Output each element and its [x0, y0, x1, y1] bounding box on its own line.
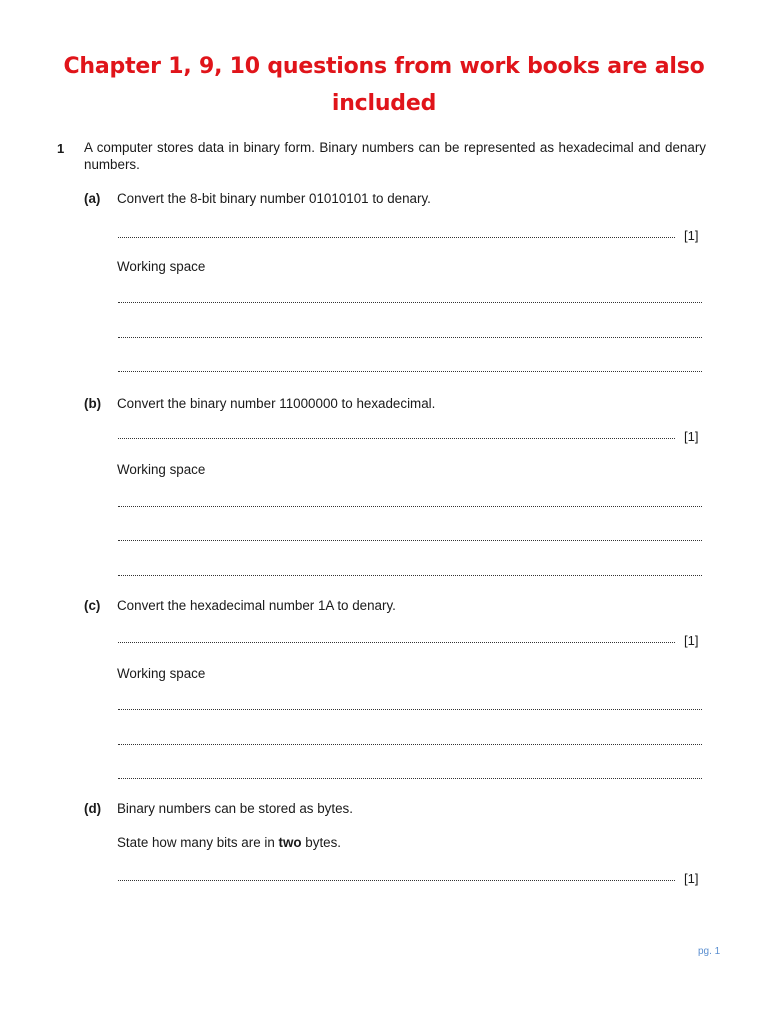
part-c-working-line-1[interactable] — [118, 709, 702, 710]
part-c-working-line-2[interactable] — [118, 744, 702, 745]
page-title — [40, 48, 728, 122]
question-intro: A computer stores data in binary form. Binary numbers can be represented as hexadecimal and denary numbers. — [84, 140, 706, 172]
part-a-mark: [1] — [684, 228, 699, 243]
part-d-subquestion-end: bytes. — [301, 835, 342, 850]
part-d-label: (d) — [84, 801, 102, 816]
part-d-answer-line[interactable] — [118, 880, 675, 881]
part-b-answer-line[interactable] — [118, 438, 675, 439]
part-a-working-line-2[interactable] — [118, 337, 702, 338]
part-c-working-line-3[interactable] — [118, 778, 702, 779]
part-d-subquestion-start: State how many bits are in — [117, 835, 279, 850]
page-number: pg. 1 — [698, 946, 721, 957]
part-b-working-line-3[interactable] — [118, 575, 702, 576]
page-title-line-2: included — [331, 91, 437, 116]
part-c-answer-line[interactable] — [118, 642, 675, 643]
part-a-working-label: Working space — [117, 259, 206, 274]
part-a-answer-line[interactable] — [118, 237, 675, 238]
part-b-working-line-1[interactable] — [118, 506, 702, 507]
part-b-label: (b) — [84, 396, 102, 411]
part-c-question: Convert the hexadecimal number 1A to denary. — [117, 598, 396, 613]
page-title-line-1: Chapter 1, 9, 10 questions from work books are also — [63, 54, 705, 79]
part-c-label: (c) — [84, 598, 101, 613]
question-number: 1 — [57, 141, 65, 156]
part-c-mark: [1] — [684, 633, 699, 648]
part-b-mark: [1] — [684, 429, 699, 444]
part-d-subquestion-bold: two — [278, 835, 302, 850]
part-b-working-line-2[interactable] — [118, 540, 702, 541]
part-d-question: Binary numbers can be stored as bytes. — [117, 801, 353, 816]
part-b-question: Convert the binary number 11000000 to hexadecimal. — [117, 396, 436, 411]
part-d-subquestion — [117, 835, 341, 850]
part-a-question: Convert the 8-bit binary number 01010101 to denary. — [117, 191, 431, 206]
part-a-label: (a) — [84, 191, 101, 206]
part-c-working-label: Working space — [117, 666, 206, 681]
part-a-working-line-3[interactable] — [118, 371, 702, 372]
part-a-working-line-1[interactable] — [118, 302, 702, 303]
part-d-mark: [1] — [684, 871, 699, 886]
part-b-working-label: Working space — [117, 462, 206, 477]
